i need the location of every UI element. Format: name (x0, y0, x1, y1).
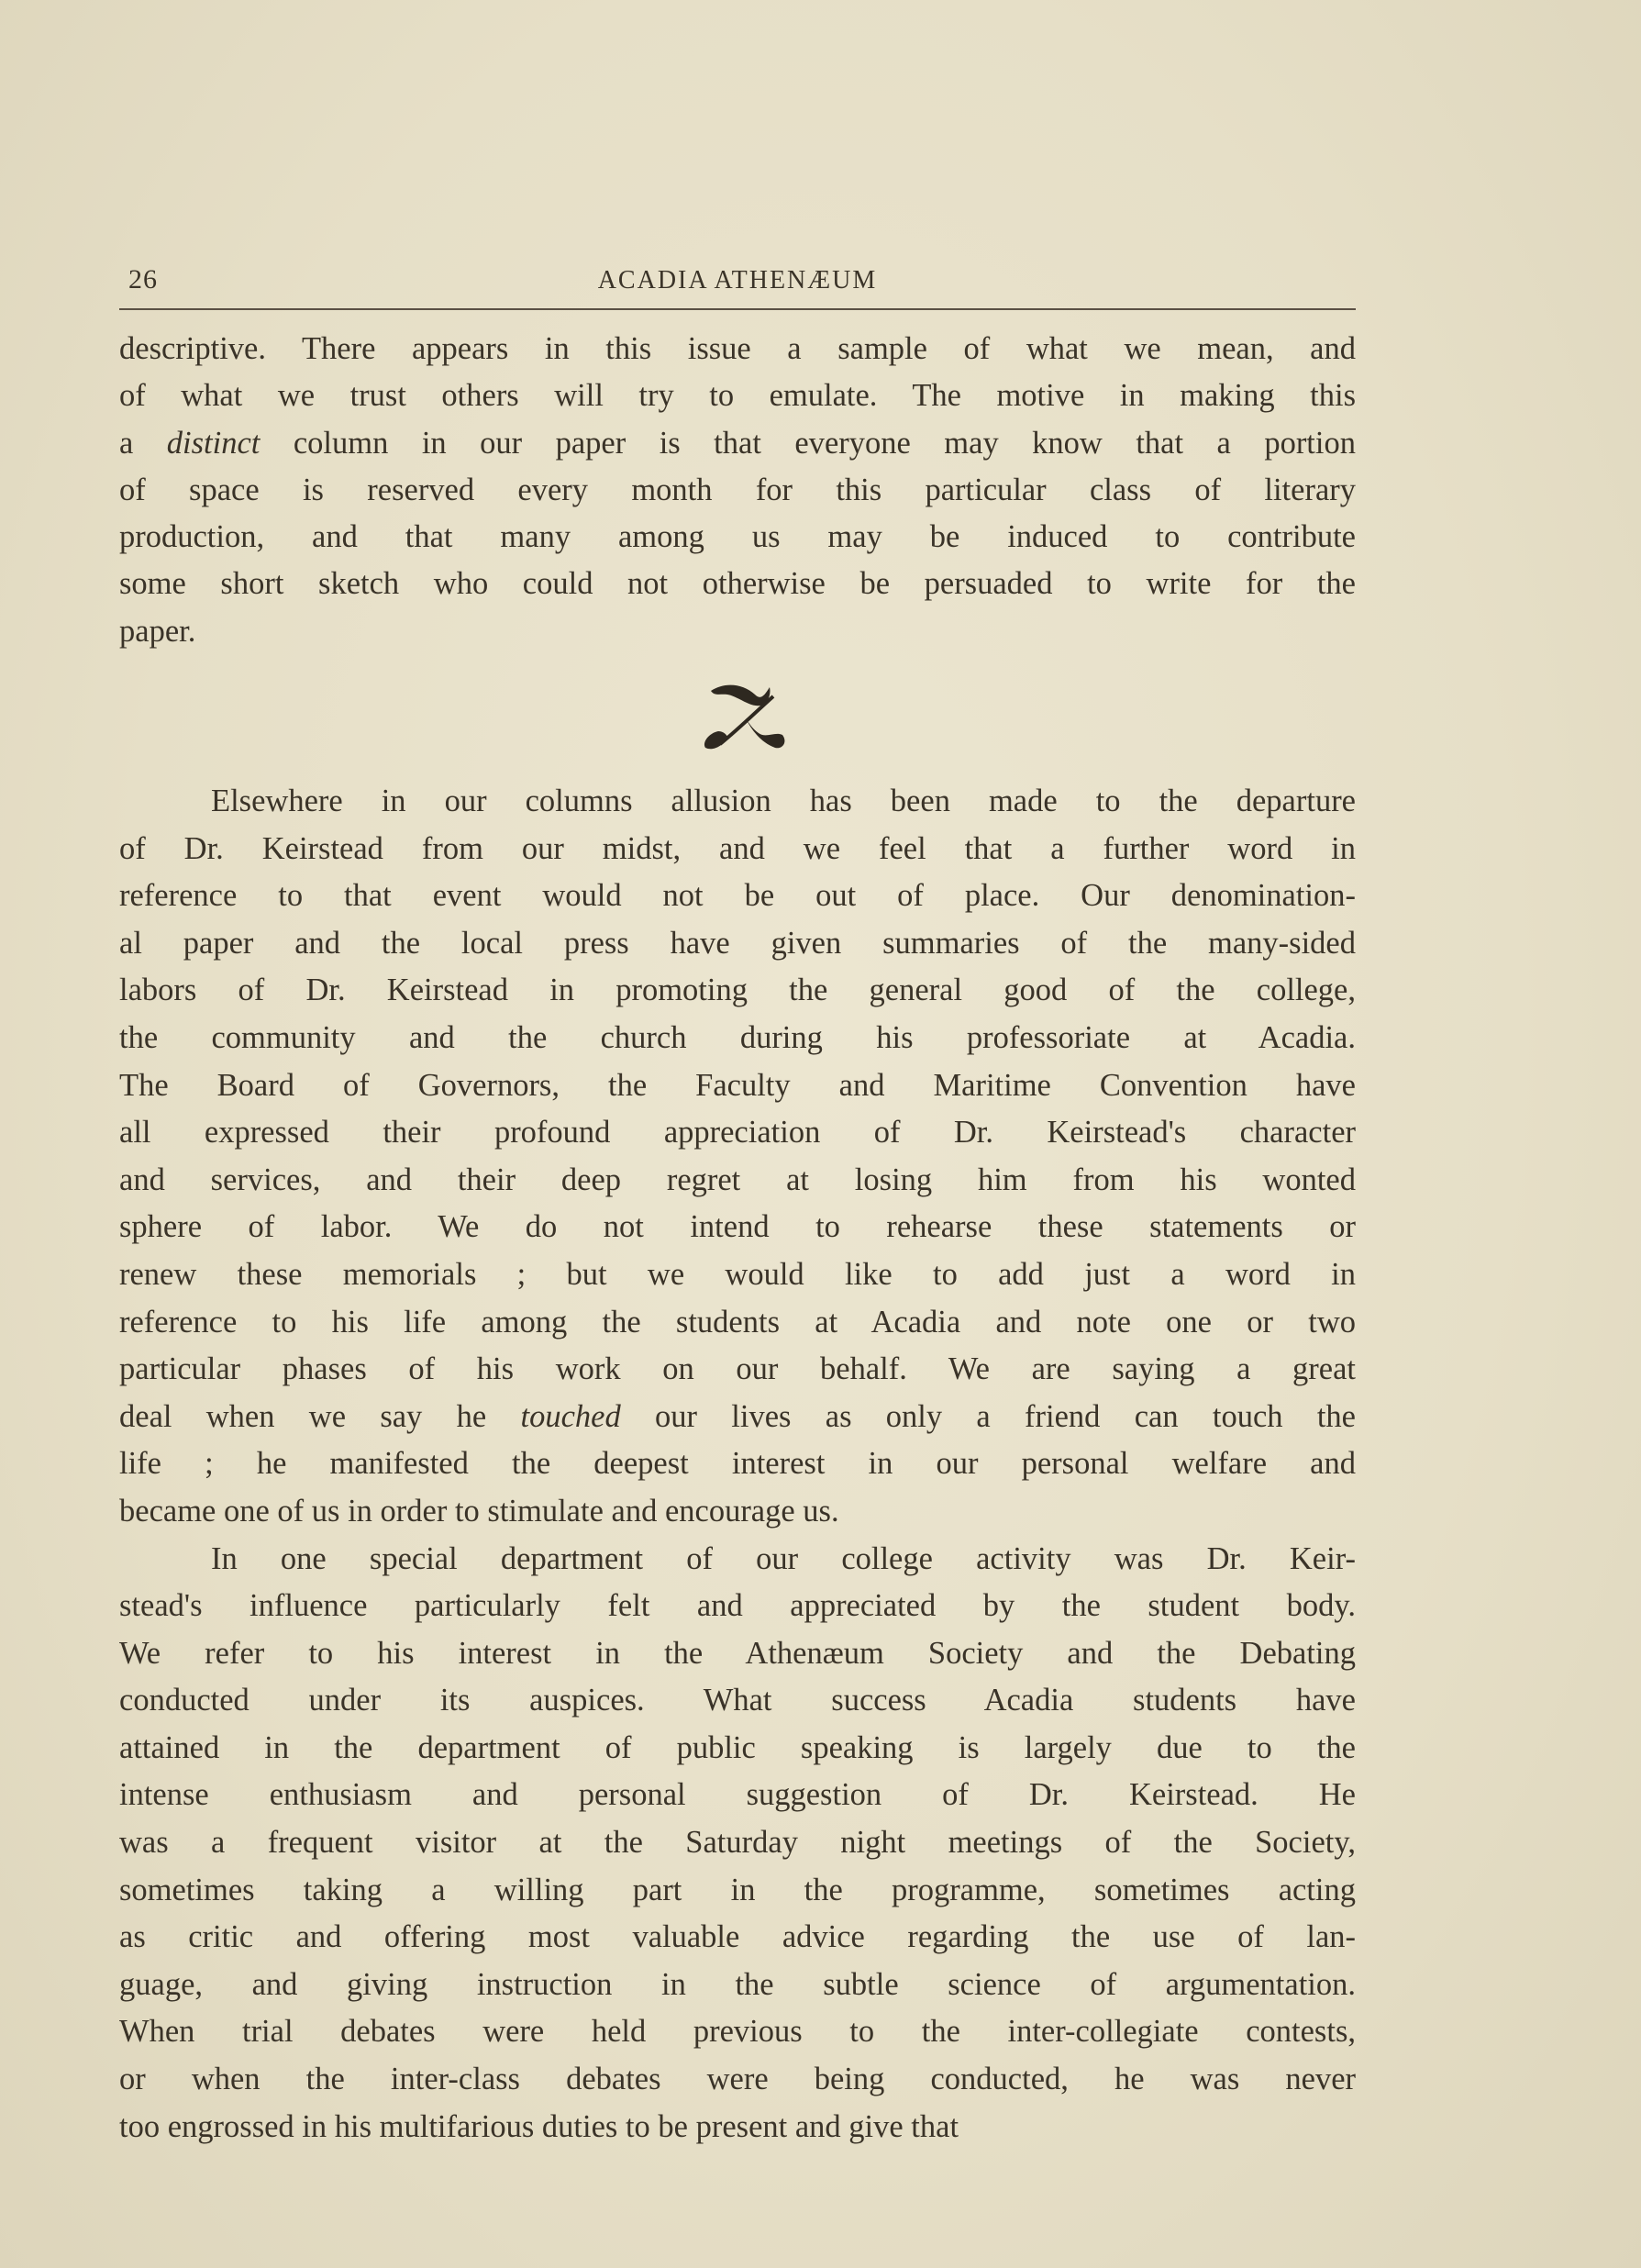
paragraph-3-text (119, 1536, 1356, 2151)
text-line: particular phases of his work on our behalf. We are saying a great (119, 1351, 1356, 1387)
text-line: labors of Dr. Keirstead in promoting the general good of the college, (119, 973, 1356, 1008)
text-line: the community and the church during his professoriate at Acadia. (119, 1019, 1356, 1055)
text-line: Elsewhere in our columns allusion has been made to the departure (211, 784, 1356, 818)
paragraph-2 (119, 778, 1356, 2151)
text-line: some short sketch who could not otherwise be persuaded to write for the (119, 566, 1356, 602)
text-line: reference to his life among the students at Acadia and note one or two (119, 1304, 1356, 1340)
text-line: too engrossed in his multifarious duties to be present and give that (119, 2108, 959, 2144)
text-line: or when the inter-class debates were being conducted, he was never (119, 2062, 1356, 2097)
fleuron-ornament-icon (693, 674, 793, 757)
text-line: reference to that event would not be out of place. Our denomination- (119, 878, 1356, 914)
text-line: life ; he manifested the deepest interest in our personal welfare and (119, 1446, 1356, 1482)
text-segment: column in our paper is that everyone may know that a portion (260, 425, 1356, 461)
paragraph-1 (119, 326, 1356, 655)
text-line: attained in the department of public speaking is largely due to the (119, 1729, 1356, 1765)
text-line: intense enthusiasm and personal suggestion of Dr. Keirstead. He (119, 1777, 1356, 1813)
text-line: of what we trust others will try to emulate. The motive in making this (119, 378, 1356, 414)
text-line: production, and that many among us may be induced to contribute (119, 519, 1356, 555)
text-line: When trial debates were held previous to the inter-collegiate contests, (119, 2014, 1356, 2050)
text-line: In one special department of our college activity was Dr. Keir- (211, 1540, 1356, 1576)
text-line: sphere of labor. We do not intend to rehearse these statements or (119, 1209, 1356, 1245)
emphasized-word: distinct (166, 425, 261, 461)
page-number: 26 (128, 264, 158, 295)
text-segment: our lives as only a friend can touch the (620, 1398, 1356, 1434)
text-line: al paper and the local press have given summaries of the many-sided (119, 925, 1356, 961)
text-line: all expressed their profound appreciation of Dr. Keirstead's character (119, 1115, 1356, 1151)
page-header (119, 264, 1356, 303)
text-line: of space is reserved every month for this particular class of literary (119, 472, 1356, 507)
emphasized-word: touched (520, 1398, 621, 1434)
text-line (119, 1394, 1356, 1441)
text-line: We refer to his interest in the Athenæum Society and the Debating (119, 1635, 1356, 1671)
text-line: stead's influence particularly felt and appreciated by the student body. (119, 1588, 1356, 1624)
text-line (119, 420, 1356, 467)
text-line: was a frequent visitor at the Saturday night meetings of the Society, (119, 1825, 1356, 1861)
running-title: ACADIA ATHENÆUM (597, 266, 878, 295)
text-line: The Board of Governors, the Faculty and Maritime Convention have (119, 1067, 1356, 1103)
text-line: sometimes taking a willing part in the programme, sometimes acting (119, 1872, 1356, 1907)
text-line: renew these memorials ; but we would like to add just a word in (119, 1256, 1356, 1292)
paragraph-2-text (119, 778, 1356, 1536)
text-segment: deal when we say he (119, 1398, 521, 1434)
text-line: descriptive. There appears in this issue a sample of what we mean, and (119, 331, 1356, 366)
header-rule (119, 308, 1356, 310)
text-segment: a (119, 425, 167, 461)
text-line: of Dr. Keirstead from our midst, and we feel that a further word in (119, 830, 1356, 866)
text-line: paper. (119, 613, 196, 649)
text-line: became one of us in order to stimulate and encourage us. (119, 1493, 839, 1529)
text-line: guage, and giving instruction in the subtle science of argumentation. (119, 1966, 1356, 2002)
text-line: as critic and offering most valuable advice regarding the use of lan- (119, 1919, 1356, 1955)
text-line: conducted under its auspices. What success Acadia students have (119, 1683, 1356, 1718)
text-line: and services, and their deep regret at losing him from his wonted (119, 1162, 1356, 1197)
